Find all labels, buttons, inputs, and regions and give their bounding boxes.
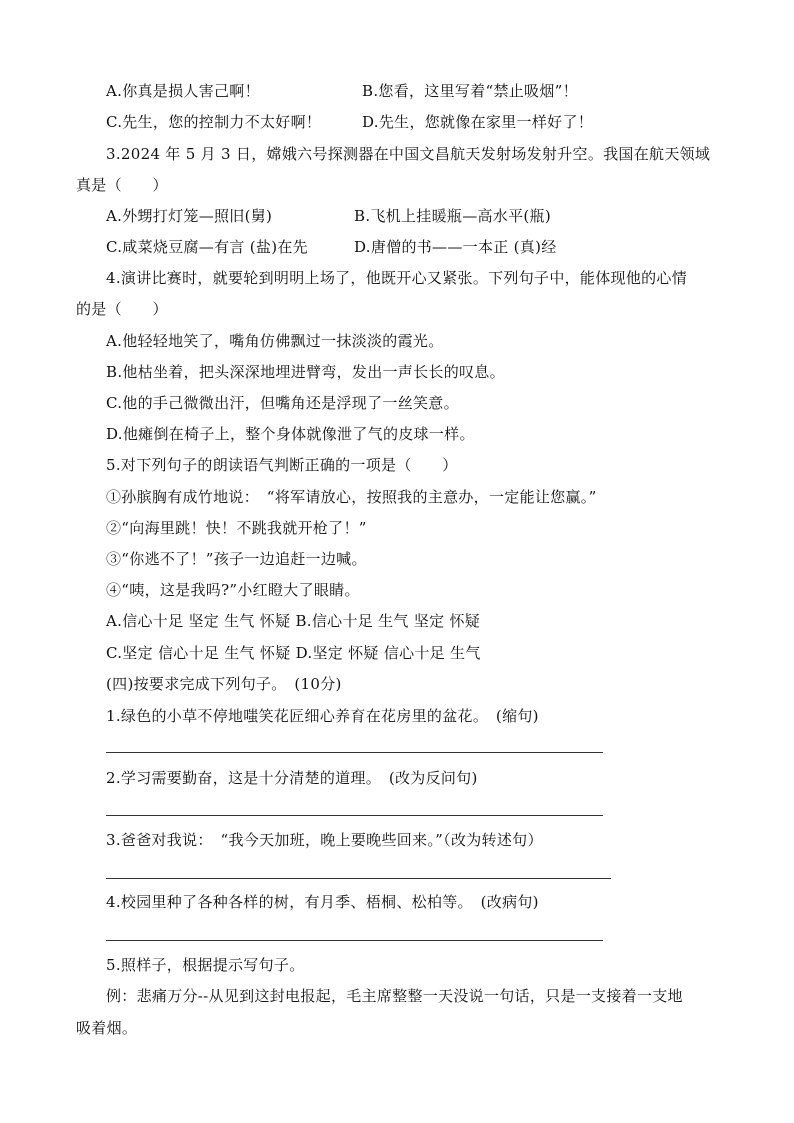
q4-option-d: D.他瘫倒在椅子上，整个身体就像泄了气的皮球一样。: [106, 425, 475, 443]
q5-options-cd: C.坚定 信心十足 生气 怀疑 D.坚定 怀疑 信心十足 生气: [106, 644, 481, 662]
q2-option-a: A.你真是损人害己啊！: [106, 82, 260, 100]
q3-stem-line2: 真是（ ）: [76, 176, 168, 194]
q3-option-d: D.唐僧的书——一本正 (真)经: [354, 238, 557, 256]
q3-stem-line1: 3.2024 年 5 月 3 日，嫦娥六号探测器在中国文昌航天发射场发射升空。我国在航天领域: [106, 145, 711, 163]
section-4-item-3: 3.爸爸对我说： “我今天加班，晚上要晚些回来。”（改为转述句）: [106, 831, 543, 849]
example-line-1: 例：悲痛万分--从见到这封电报起，毛主席整整一天没说一句话，只是一支接着一支地: [106, 987, 683, 1005]
q5-sentence-4: ④“咦，这是我吗?”小红瞪大了眼睛。: [106, 581, 360, 599]
q5-stem: 5.对下列句子的朗读语气判断正确的一项是（ ）: [106, 456, 458, 474]
answer-line-3[interactable]: [106, 878, 611, 879]
section-4-item-2: 2.学习需要勤奋，这是十分清楚的道理。 (改为反问句): [106, 769, 478, 787]
section-4-heading: (四)按要求完成下列句子。 (10分): [106, 675, 342, 693]
q2-option-b: B.您看，这里写着“禁止吸烟”！: [362, 82, 578, 100]
answer-line-2[interactable]: [106, 815, 603, 816]
answer-line-4[interactable]: [106, 940, 603, 941]
q5-options-ab: A.信心十足 坚定 生气 怀疑 B.信心十足 生气 坚定 怀疑: [106, 612, 481, 630]
q2-option-c: C.先生，您的控制力不太好啊！: [106, 113, 322, 131]
q4-option-c: C.他的手己微微出汗，但嘴角还是浮现了一丝笑意。: [106, 394, 459, 412]
q2-option-d: D.先生，您就像在家里一样好了！: [362, 113, 594, 131]
q5-sentence-2: ②“向海里跳！快！不跳我就开枪了！”: [106, 519, 367, 537]
answer-line-1[interactable]: [106, 752, 603, 753]
q5-sentence-3: ③“你逃不了！”孩子一边追赶一边喊。: [106, 550, 367, 568]
section-4-item-5: 5.照样子，根据提示写句子。: [106, 956, 305, 974]
q3-option-b: B.飞机上挂暖瓶—高水平(瓶): [354, 207, 551, 225]
q3-option-a: A.外甥打灯笼—照旧(舅): [106, 207, 273, 225]
q4-stem-line1: 4.演讲比赛时，就要轮到明明上场了，他既开心又紧张。下列句子中，能体现他的心情: [106, 269, 688, 287]
section-4-item-1: 1.绿色的小草不停地嗤笑花匠细心养育在花房里的盆花。 (缩句): [106, 707, 539, 725]
example-line-2: 吸着烟。: [76, 1019, 138, 1037]
q3-option-c: C.咸菜烧豆腐—有言 (盐)在先: [106, 238, 308, 256]
q5-sentence-1: ①孙膑胸有成竹地说： “将军请放心，按照我的主意办，一定能让您赢。”: [106, 488, 597, 506]
section-4-item-4: 4.校园里种了各种各样的树，有月季、梧桐、松柏等。 (改病句): [106, 893, 539, 911]
q4-option-a: A.他轻轻地笑了，嘴角仿佛飘过一抹淡淡的霞光。: [106, 332, 444, 350]
q4-stem-line2: 的是（ ）: [76, 300, 168, 318]
q4-option-b: B.他枯坐着，把头深深地埋进臂弯，发出一声长长的叹息。: [106, 363, 505, 381]
